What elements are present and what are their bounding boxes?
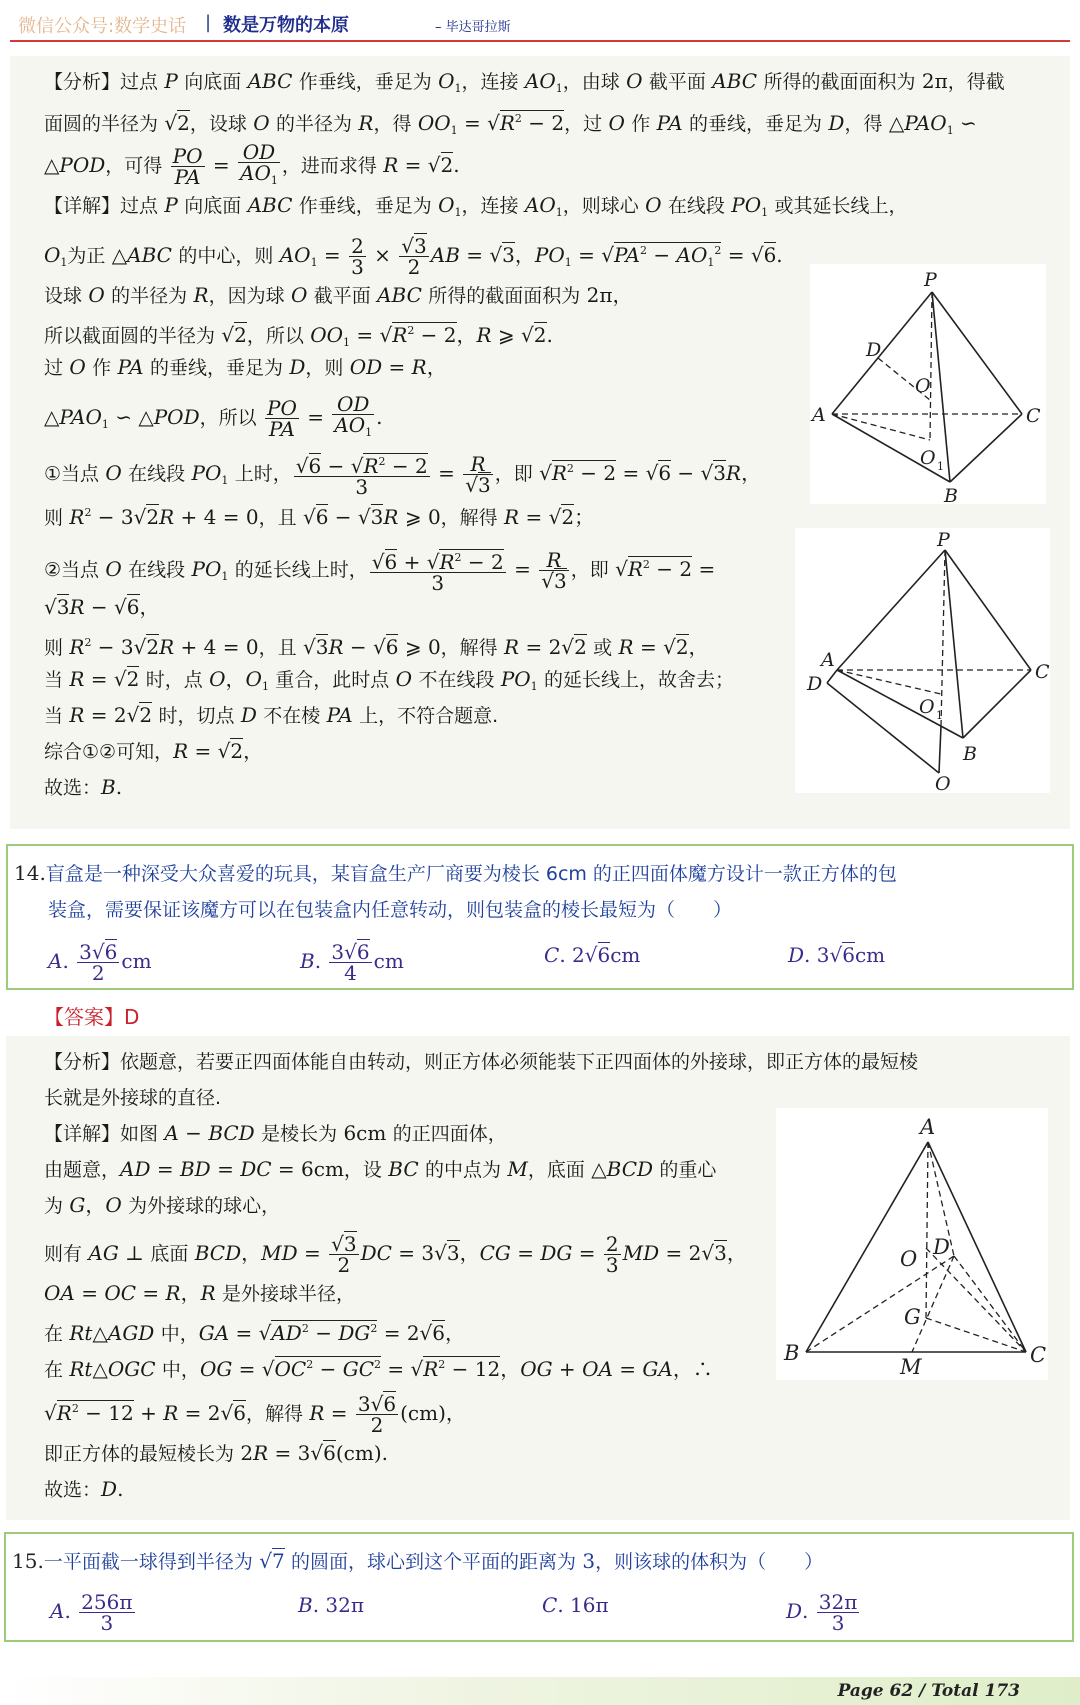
q13-detail-line-7: ①当点 O 在线段 $PO_1$ 上时， $\frac{√6 - √R^2 - 2}{3}$ = $\frac{R}{√3}$ ，即 $√R^2 - 2 = √6 - √3R$， bbox=[44, 452, 762, 499]
q13-detail-line-3: 设球 O 的半径为 R，因为球 O 截平面 ABC 所得的截面面积为 2π， bbox=[44, 283, 633, 307]
svg-text:P: P bbox=[924, 269, 937, 291]
svg-text:D: D bbox=[807, 673, 823, 695]
svg-text:G: G bbox=[904, 1305, 921, 1329]
svg-text:O: O bbox=[920, 447, 936, 469]
q15-option-b[interactable]: B. 32π bbox=[298, 1593, 365, 1617]
q15-option-c[interactable]: C. 16π bbox=[542, 1593, 609, 1617]
q14-detail-line-7: 在 Rt△OGC 中，OG = $√OC^2 - GC^2 = √R^2 - 12$，OG + OA = GA，∴ bbox=[44, 1357, 713, 1381]
q14-stem-text-1: 盲盒是一种深受大众喜爱的玩具，某盲盒生产厂商要为棱长 6cm 的正四面体魔方设计一款正方体的包 bbox=[45, 863, 897, 885]
tetrahedron-diagram-1 bbox=[810, 264, 1046, 504]
q14-analysis-line-1: 【分析】依题意，若要正四面体能自由转动，则正方体必须能装下正四面体的外接球，即正方体的最短棱 bbox=[44, 1051, 919, 1073]
q14-question-box bbox=[6, 844, 1074, 990]
svg-text:D: D bbox=[933, 1235, 950, 1259]
svg-text:O: O bbox=[935, 773, 951, 793]
svg-text:D: D bbox=[866, 339, 882, 361]
svg-text:A: A bbox=[821, 649, 835, 671]
svg-text:C: C bbox=[1035, 661, 1050, 683]
svg-text:C: C bbox=[1030, 1343, 1047, 1367]
q14-detail-line-2: 由题意，AD = BD = DC = 6cm，设 BC 的中点为 M，底面 △BCD 的重心 bbox=[44, 1157, 717, 1181]
q14-detail-line-8: $√R^2 - 12 + R = 2√6$，解得 R = $\frac{3√6}{2}$ (cm)， bbox=[44, 1392, 466, 1437]
q14-stem-text-2: 装盒，需要保证该魔方可以在包装盒内任意转动，则包装盒的棱长最短为（ ） bbox=[48, 899, 733, 921]
q13-detail-line-8: 则 $R^2 - 3√2R + 4 = 0$，且 √6 − √3R ⩾ 0，解得 R = √2； bbox=[44, 505, 595, 529]
header-author: – 毕达哥拉斯 bbox=[435, 20, 511, 35]
svg-text:O: O bbox=[900, 1247, 918, 1271]
q14-stem-line-1 bbox=[14, 860, 897, 887]
q14-detail-line-4: 则有 AG ⊥ 底面 BCD，MD = $\frac{√3}{2}$ DC = 3√3，CG = DG = $\frac{2}{3}$ MD = 2√3， bbox=[44, 1232, 747, 1277]
q15-option-d[interactable]: D. $\frac{32\pi}{3}$ bbox=[786, 1590, 858, 1635]
q14-detail-line-9: 即正方体的最短棱长为 2R = 3√6(cm). bbox=[44, 1441, 388, 1465]
answer-label: 【答案】 bbox=[44, 1005, 124, 1029]
q14-number: 14. bbox=[14, 861, 46, 885]
q13-detail-line-15: 故选：B. bbox=[44, 775, 123, 799]
q14-detail-line-1: 【详解】如图 A − BCD 是棱长为 6cm 的正四面体， bbox=[44, 1121, 507, 1145]
svg-text:A: A bbox=[920, 1115, 936, 1139]
q15-number: 15. bbox=[12, 1549, 44, 1573]
svg-text:O: O bbox=[919, 696, 935, 718]
q13-detail-line-6: $\triangle PAO_1$ ∽ △POD，所以 $\frac{PO}{PA}$ = $\frac{OD}{AO_1}$ . bbox=[44, 392, 383, 441]
page-number: Page 62 / Total 173 bbox=[837, 1681, 1020, 1701]
q14-detail-line-6: 在 Rt△AGD 中，GA = $√AD^2 - DG^2 = 2√6$， bbox=[44, 1321, 466, 1345]
page-footer bbox=[0, 1677, 1080, 1705]
q14-stem-line-2 bbox=[48, 896, 732, 923]
q13-analysis-line-1: 【分析】过点 P 向底面 ABC 作垂线，垂足为 $O_1$，连接 $AO_1$，由球 O 截平面 ABC 所得的截面面积为 2π，得截 bbox=[44, 69, 1005, 95]
svg-text:B: B bbox=[944, 485, 958, 504]
q13-detail-line-4: 所以截面圆的半径为 √2，所以 $OO_1 = √R^2 - 2$，R ⩾ √2. bbox=[44, 323, 553, 349]
q14-detail-line-3: 为 G，O 为外接球的球心， bbox=[44, 1193, 281, 1217]
svg-text:1: 1 bbox=[937, 460, 944, 473]
q14-answer bbox=[44, 1001, 139, 1030]
q13-detail-line-2: $O_1$为正 △ABC 的中心，则 $AO_1$ = $\frac{2}{3}$ × $\frac{√3}{2}$ AB = √3，$PO_1 = √PA^2 - AO_1^2 = √6$. bbox=[44, 234, 783, 279]
q13-detail-line-10: √3R − √6， bbox=[44, 595, 160, 619]
q13-figure-tetrahedron-inner bbox=[810, 264, 1046, 504]
q13-solution-panel bbox=[10, 56, 1070, 829]
q15-option-a[interactable]: A. $\frac{256\pi}{3}$ bbox=[50, 1590, 133, 1635]
q14-option-c[interactable]: C. 2√6cm bbox=[544, 943, 641, 967]
svg-text:B: B bbox=[784, 1341, 800, 1365]
q14-detail-line-5: OA = OC = R，R 是外接球半径， bbox=[44, 1281, 356, 1305]
q13-detail-line-9: ②当点 O 在线段 $PO_1$ 的延长线上时， $\frac{√6 + √R^2 - 2}{3}$ = $\frac{R}{√3}$ ，即 $√R^2 - 2$ = bbox=[44, 548, 716, 595]
svg-text:M: M bbox=[900, 1355, 922, 1379]
q13-detail-line-11: 则 $R^2 - 3√2R + 4 = 0$，且 √3R − √6 ⩾ 0，解得 R = 2√2 或 R = √2， bbox=[44, 635, 709, 659]
header-rule bbox=[10, 40, 1070, 42]
q13-analysis-line-3: △POD，可得 $\frac{PO}{PA}$ = $\frac{OD}{AO_1}$ ，进而求得 R = √2. bbox=[44, 140, 460, 189]
q14-option-b[interactable]: B. $\frac{3√6}{4}$ cm bbox=[300, 940, 404, 985]
q15-stem-line: 15.一平面截一球得到半径为 √7 的圆面，球心到这个平面的距离为 3，则该球的体积为（ ） bbox=[12, 1549, 824, 1573]
q14-solution-panel bbox=[6, 1036, 1070, 1520]
q15-question-box bbox=[4, 1532, 1074, 1642]
header-separator: | bbox=[205, 12, 212, 33]
q14-option-d[interactable]: D. 3√6cm bbox=[788, 943, 886, 967]
header-motto: 数是万物的本原 bbox=[223, 15, 349, 36]
q13-analysis-line-2: 面圆的半径为 √2，设球 O 的半径为 R，得 $OO_1 = √R^2 - 2$，过 O 作 PA 的垂线，垂足为 D，得 $\triangle PAO_1$ ∽ bbox=[44, 111, 977, 137]
q13-detail-line-5: 过 O 作 PA 的垂线，垂足为 D，则 OD = R， bbox=[44, 355, 447, 379]
tetrahedron-diagram-2 bbox=[795, 528, 1050, 793]
page-header bbox=[0, 0, 1080, 44]
q14-detail-line-10: 故选：D. bbox=[44, 1477, 124, 1501]
tetrahedron-diagram-3 bbox=[776, 1108, 1048, 1380]
q14-option-a[interactable]: A. $\frac{3√6}{2}$ cm bbox=[48, 940, 152, 985]
svg-text:C: C bbox=[1026, 405, 1041, 427]
answer-value: D bbox=[124, 1005, 140, 1029]
svg-text:A: A bbox=[812, 404, 826, 426]
q13-figure-tetrahedron-outer bbox=[795, 528, 1050, 793]
svg-text:O: O bbox=[915, 375, 931, 397]
q13-detail-line-14: 综合①②可知，R = √2， bbox=[44, 739, 264, 763]
svg-text:1: 1 bbox=[936, 709, 943, 722]
q13-detail-line-13: 当 R = 2√2 时，切点 D 不在棱 PA 上，不符合题意. bbox=[44, 703, 499, 727]
q14-figure-regular-tetrahedron bbox=[776, 1108, 1048, 1380]
svg-text:P: P bbox=[937, 529, 950, 551]
q14-analysis-line-2: 长就是外接球的直径. bbox=[44, 1087, 222, 1109]
wechat-account: 微信公众号:数学史话 bbox=[18, 16, 187, 37]
q13-detail-line-1: 【详解】过点 P 向底面 ABC 作垂线，垂足为 $O_1$，连接 $AO_1$，则球心 O 在线段 $PO_1$ 或其延长线上， bbox=[44, 193, 908, 219]
svg-text:B: B bbox=[963, 743, 977, 765]
q13-detail-line-12: 当 R = √2 时，点 O，$O_1$ 重合，此时点 O 不在线段 $PO_1$ 的延长线上，故舍去； bbox=[44, 667, 735, 693]
